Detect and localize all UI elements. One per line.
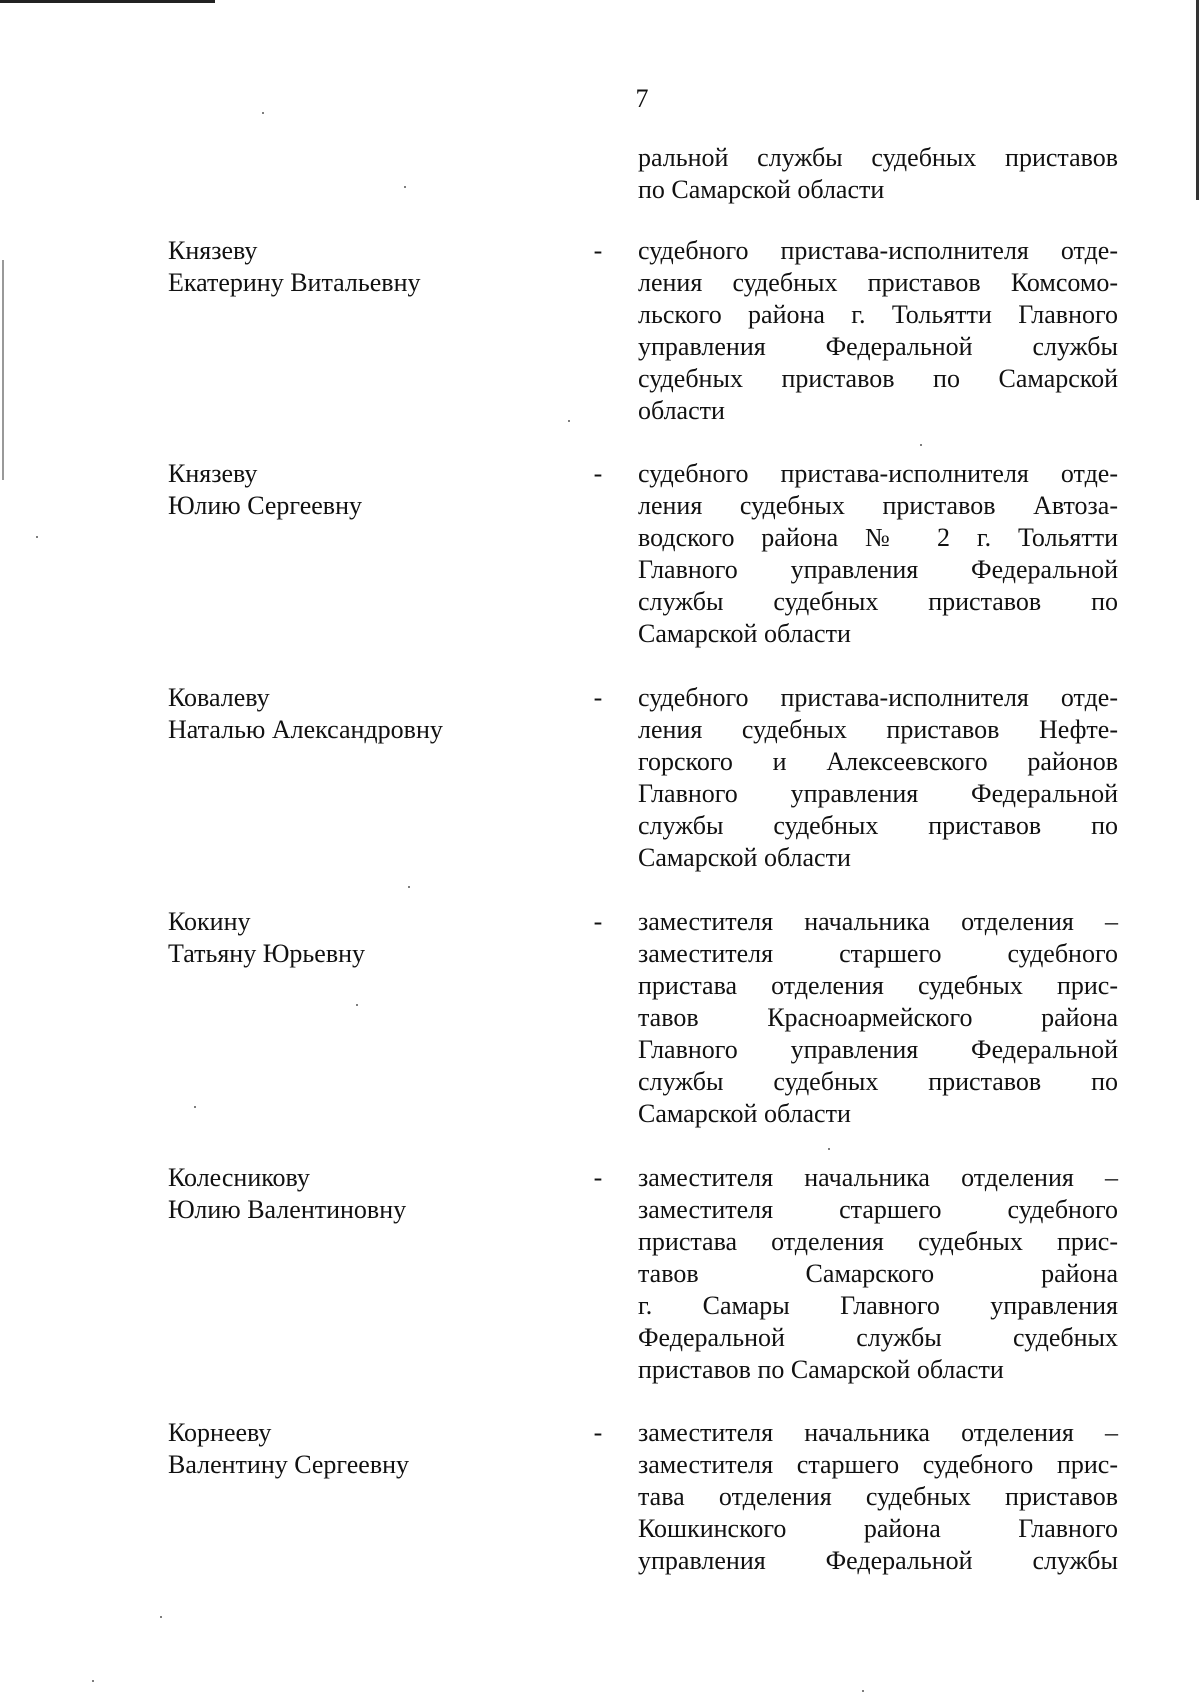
scan-speck — [92, 1680, 94, 1682]
scan-speck — [408, 886, 410, 888]
position-line: судебного пристава-исполнителя отде- — [638, 683, 1118, 712]
position-line: заместителя начальника отделения – — [638, 1163, 1118, 1192]
position-line: Федеральной службы судебных — [638, 1323, 1118, 1352]
given-names: Екатерину Витальевну — [168, 268, 421, 297]
position-line: заместителя старшего судебного прис- — [638, 1450, 1118, 1479]
surname: Ковалеву — [168, 683, 270, 712]
person-name — [168, 906, 508, 970]
dash-separator: - — [593, 236, 603, 265]
position-line: ления судебных приставов Нефте- — [638, 715, 1118, 744]
dash-separator: - — [593, 1418, 603, 1447]
scan-speck — [36, 536, 38, 538]
dash-separator: - — [593, 907, 603, 936]
surname: Корнееву — [168, 1418, 272, 1447]
scan-speck — [828, 1148, 830, 1150]
position-description — [638, 906, 1118, 1130]
scan-edge-line — [1196, 0, 1199, 200]
position-line: области — [638, 396, 725, 425]
position-line: пристава отделения судебных прис- — [638, 971, 1118, 1000]
scan-edge-line — [2, 260, 4, 480]
dash-separator: - — [593, 683, 603, 712]
surname: Князеву — [168, 236, 258, 265]
scan-edge-line — [0, 0, 215, 3]
position-line: тава отделения судебных приставов — [638, 1482, 1118, 1511]
continuation-text — [638, 142, 1118, 206]
position-line: пристава отделения судебных прис- — [638, 1227, 1118, 1256]
position-line: г. Самары Главного управления — [638, 1291, 1118, 1320]
position-line: управления Федеральной службы — [638, 1546, 1118, 1575]
position-line: тавов Самарского района — [638, 1259, 1118, 1288]
position-line: заместителя старшего судебного — [638, 939, 1118, 968]
position-line: заместителя начальника отделения – — [638, 1418, 1118, 1447]
position-line: ления судебных приставов Автоза- — [638, 491, 1118, 520]
position-description — [638, 458, 1118, 650]
position-line: судебного пристава-исполнителя отде- — [638, 236, 1118, 265]
person-name — [168, 682, 508, 746]
scan-speck — [356, 1004, 358, 1006]
page-number: 7 — [635, 84, 649, 113]
position-line: заместителя начальника отделения – — [638, 907, 1118, 936]
position-description — [638, 1417, 1118, 1577]
given-names: Наталью Александровну — [168, 715, 443, 744]
position-line: ральной службы судебных приставов — [638, 143, 1118, 172]
position-line: Главного управления Федеральной — [638, 555, 1118, 584]
person-name — [168, 458, 508, 522]
position-line: приставов по Самарской области — [638, 1355, 1004, 1384]
position-line: Самарской области — [638, 1099, 851, 1128]
position-line: службы судебных приставов по — [638, 1067, 1118, 1096]
position-line: судебного пристава-исполнителя отде- — [638, 459, 1118, 488]
scan-speck — [568, 420, 570, 422]
given-names: Юлию Валентиновну — [168, 1195, 407, 1224]
position-line: льского района г. Тольятти Главного — [638, 300, 1118, 329]
scan-speck — [194, 1106, 196, 1108]
scan-speck — [920, 444, 922, 446]
person-name — [168, 1162, 508, 1226]
position-line: по Самарской области — [638, 175, 885, 204]
position-line: Главного управления Федеральной — [638, 779, 1118, 808]
position-line: Самарской области — [638, 619, 851, 648]
surname: Кокину — [168, 907, 251, 936]
scan-speck — [262, 112, 264, 114]
given-names: Юлию Сергеевну — [168, 491, 362, 520]
person-name — [168, 235, 508, 299]
given-names: Татьяну Юрьевну — [168, 939, 366, 968]
position-description — [638, 682, 1118, 874]
position-line: заместителя старшего судебного — [638, 1195, 1118, 1224]
position-line: службы судебных приставов по — [638, 811, 1118, 840]
position-line: горского и Алексеевского районов — [638, 747, 1118, 776]
scan-speck — [862, 1690, 864, 1692]
position-line: тавов Красноармейского района — [638, 1003, 1118, 1032]
scan-speck — [160, 1616, 162, 1618]
position-line: ления судебных приставов Комсомо- — [638, 268, 1118, 297]
position-line: Кошкинского района Главного — [638, 1514, 1118, 1543]
scan-speck — [404, 186, 406, 188]
person-name — [168, 1417, 508, 1481]
position-line: Самарской области — [638, 843, 851, 872]
position-description — [638, 235, 1118, 427]
position-line: судебных приставов по Самарской — [638, 364, 1118, 393]
dash-separator: - — [593, 1163, 603, 1192]
position-line: Главного управления Федеральной — [638, 1035, 1118, 1064]
position-description — [638, 1162, 1118, 1386]
surname: Колесникову — [168, 1163, 310, 1192]
position-line: водского района № 2 г. Тольятти — [638, 523, 1118, 552]
position-line: службы судебных приставов по — [638, 587, 1118, 616]
dash-separator: - — [593, 459, 603, 488]
given-names: Валентину Сергеевну — [168, 1450, 410, 1479]
position-line: управления Федеральной службы — [638, 332, 1118, 361]
surname: Князеву — [168, 459, 258, 488]
